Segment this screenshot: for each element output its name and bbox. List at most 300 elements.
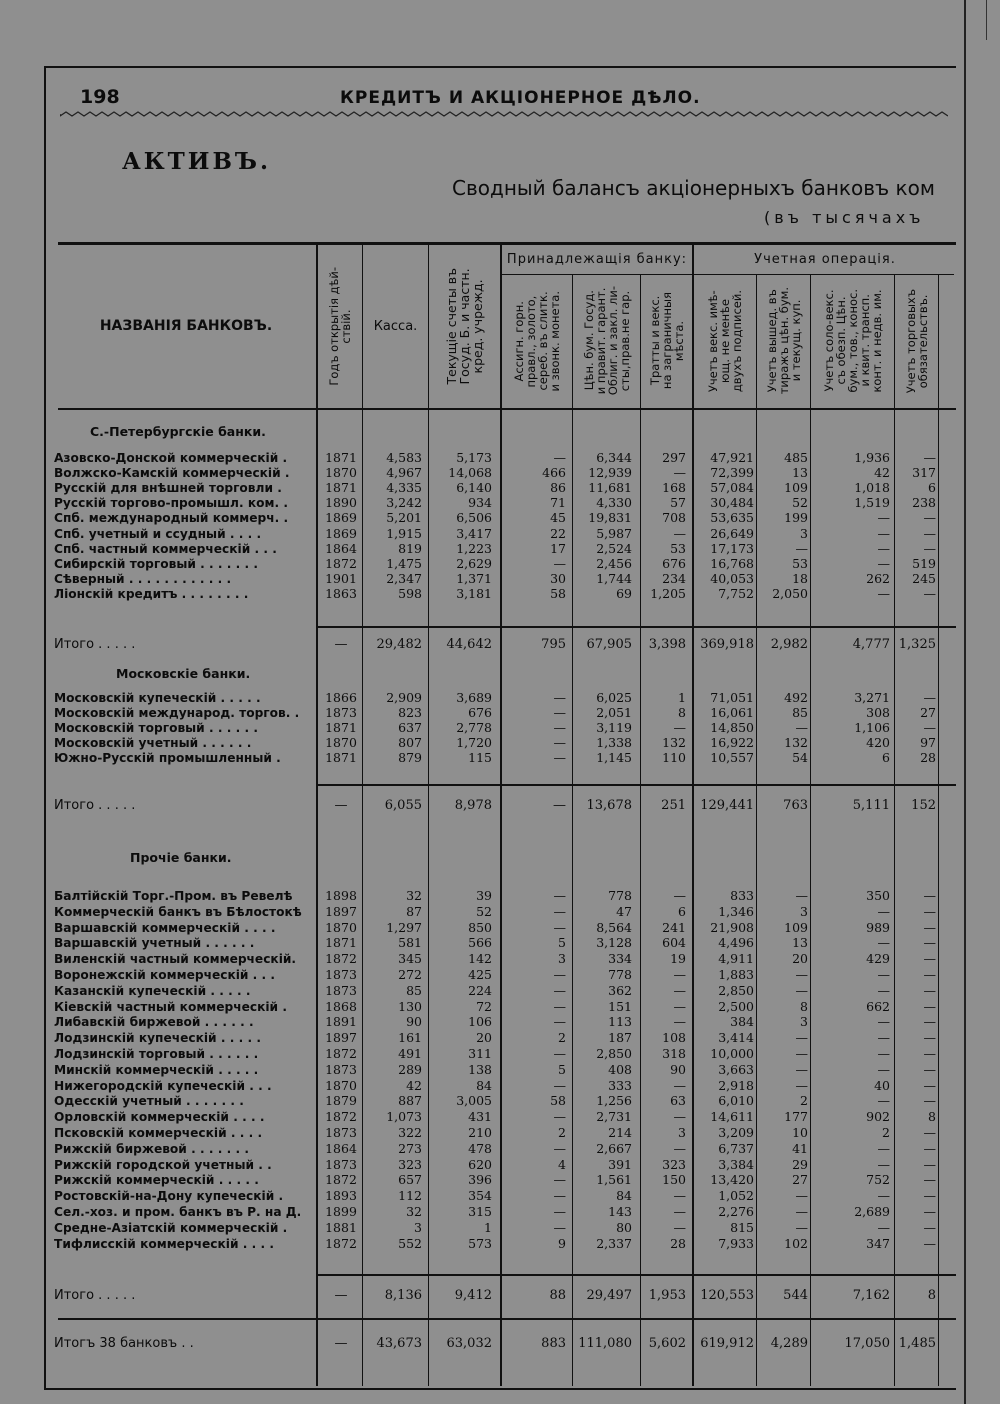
kassa-cell: 32 bbox=[406, 888, 422, 903]
kassa-cell: 2,347 bbox=[386, 570, 422, 586]
bill-discount-cell: 6,737 bbox=[718, 1140, 754, 1156]
section-heading-spb: С.-Петербургскіе банки. bbox=[90, 424, 266, 439]
drawn-securities-cell: — bbox=[795, 1204, 808, 1219]
tratty-cell: 53 bbox=[670, 540, 686, 556]
current-accounts-cell: 106 bbox=[468, 1014, 492, 1030]
securities-cell: 113 bbox=[608, 1014, 632, 1030]
tratty-cell: 28 bbox=[670, 1235, 686, 1251]
bank-name-cell: Средне-Азіатскій коммерческій . bbox=[54, 1220, 288, 1235]
kassa-cell: 819 bbox=[398, 540, 422, 556]
year-cell: 1873 bbox=[325, 982, 357, 998]
column-header-tratty-text: Тратты и векс. на заграничныя мѣста. bbox=[647, 292, 686, 390]
year-cell: 1881 bbox=[325, 1219, 357, 1235]
drawn-securities-cell: 109 bbox=[784, 919, 808, 935]
drawn-securities-cell: 41 bbox=[792, 1140, 808, 1156]
trade-obligations-cell: — bbox=[923, 450, 936, 465]
drawn-securities-cell: — bbox=[795, 1046, 808, 1061]
securities-cell: 2,337 bbox=[596, 1235, 632, 1251]
column-header-assign-text: Ассигн. горн. правл., золото, сереб. въ слитк. и звонк. монета. bbox=[512, 290, 562, 392]
solo-bills-cell: — bbox=[877, 1156, 890, 1172]
drawn-securities-cell: — bbox=[795, 1188, 808, 1204]
tratty-cell: — bbox=[673, 720, 686, 736]
tratty-cell: — bbox=[673, 1188, 686, 1204]
trade-obligations-cell: — bbox=[923, 690, 936, 705]
securities-cell: 187 bbox=[608, 1030, 632, 1046]
securities-cell: 67,905 bbox=[586, 637, 632, 652]
bill-discount-cell: 71,051 bbox=[710, 690, 754, 705]
kassa-cell: 130 bbox=[398, 998, 422, 1014]
securities-cell: 2,731 bbox=[596, 1109, 632, 1125]
trade-obligations-cell: — bbox=[923, 935, 936, 951]
bank-name-cell: Сѣверный . . . . . . . . . . . . bbox=[54, 571, 232, 586]
tratty-cell: 19 bbox=[670, 951, 686, 967]
tratty-cell: 318 bbox=[662, 1046, 686, 1061]
kassa-cell: 1,073 bbox=[386, 1109, 422, 1125]
trade-obligations-cell: — bbox=[923, 982, 936, 998]
bank-name-cell: Итого . . . . . bbox=[54, 798, 136, 813]
securities-cell: 3,128 bbox=[596, 935, 632, 951]
year-cell: 1879 bbox=[325, 1093, 357, 1109]
trade-obligations-cell: — bbox=[923, 967, 936, 982]
trade-obligations-cell: — bbox=[923, 1204, 936, 1219]
bank-name-cell: Итого . . . . . bbox=[54, 637, 136, 652]
current-accounts-cell: 1,371 bbox=[456, 570, 492, 586]
bank-name-cell: Варшавскій учетный . . . . . . bbox=[54, 936, 255, 951]
tratty-cell: 234 bbox=[662, 570, 686, 586]
trade-obligations-cell: — bbox=[923, 1030, 936, 1046]
assign-gold-cell: 466 bbox=[542, 465, 566, 481]
kassa-cell: 6,055 bbox=[384, 798, 422, 813]
bank-name-cell: Рижскій городской учетный . . bbox=[54, 1157, 272, 1172]
trade-obligations-cell: 28 bbox=[920, 750, 936, 766]
securities-cell: 8,564 bbox=[596, 919, 632, 935]
year-cell: 1866 bbox=[325, 690, 357, 705]
bill-discount-cell: 2,850 bbox=[718, 982, 754, 998]
solo-bills-cell: 347 bbox=[866, 1235, 890, 1251]
column-header-kassa-text: Касса. bbox=[373, 318, 418, 334]
kassa-cell: 272 bbox=[398, 967, 422, 982]
year-cell: 1870 bbox=[325, 1077, 357, 1093]
assign-gold-cell: — bbox=[553, 888, 566, 903]
current-accounts-cell: 620 bbox=[468, 1156, 492, 1172]
year-cell: 1868 bbox=[325, 998, 357, 1014]
current-accounts-cell: 3,181 bbox=[456, 585, 492, 601]
solo-bills-cell: — bbox=[877, 1014, 890, 1030]
kassa-cell: 4,967 bbox=[386, 465, 422, 481]
assign-gold-cell: 88 bbox=[549, 1288, 566, 1303]
bill-discount-cell: 2,918 bbox=[718, 1077, 754, 1093]
year-cell: — bbox=[334, 637, 348, 652]
year-cell: 1871 bbox=[325, 935, 357, 951]
drawn-securities-cell: 102 bbox=[784, 1235, 808, 1251]
trade-obligations-cell: — bbox=[923, 1219, 936, 1235]
bank-name-cell: Орловскій коммерческій . . . . bbox=[54, 1110, 265, 1125]
securities-cell: 19,831 bbox=[588, 510, 632, 526]
assign-gold-cell: 9 bbox=[558, 1235, 566, 1251]
solo-bills-cell: 17,050 bbox=[844, 1336, 890, 1351]
kassa-cell: 29,482 bbox=[376, 637, 422, 652]
tratty-cell: 323 bbox=[662, 1156, 686, 1172]
kassa-cell: 3 bbox=[414, 1219, 422, 1235]
bill-discount-cell: 3,384 bbox=[718, 1156, 754, 1172]
kassa-cell: 2,909 bbox=[386, 690, 422, 705]
tratty-cell: — bbox=[673, 1140, 686, 1156]
solo-bills-cell: 1,519 bbox=[854, 495, 890, 511]
drawn-securities-cell: 485 bbox=[784, 450, 808, 465]
bill-discount-cell: 14,611 bbox=[710, 1109, 754, 1125]
trade-obligations-cell: — bbox=[923, 1140, 936, 1156]
kassa-cell: 823 bbox=[398, 705, 422, 721]
bill-discount-cell: 6,010 bbox=[718, 1093, 754, 1109]
bill-discount-cell: 21,908 bbox=[710, 919, 754, 935]
bill-discount-cell: 1,052 bbox=[718, 1188, 754, 1204]
drawn-securities-cell: 29 bbox=[792, 1156, 808, 1172]
drawn-securities-cell: — bbox=[795, 982, 808, 998]
solo-bills-cell: 40 bbox=[874, 1077, 890, 1093]
column-header-year-text: Годъ открытія дѣй- ствій. bbox=[327, 266, 353, 386]
bank-name-cell: Сел.-хоз. и пром. банкъ въ Р. на Д. bbox=[54, 1205, 302, 1219]
assign-gold-cell: 883 bbox=[541, 1336, 566, 1351]
drawn-securities-cell: 109 bbox=[784, 480, 808, 496]
drawn-securities-cell: 2,982 bbox=[770, 637, 808, 652]
bill-discount-cell: 815 bbox=[730, 1219, 754, 1235]
drawn-securities-cell: — bbox=[795, 1061, 808, 1077]
kassa-cell: 85 bbox=[406, 982, 422, 998]
drawn-securities-cell: 53 bbox=[792, 555, 808, 571]
year-cell: 1872 bbox=[325, 1109, 357, 1125]
drawn-securities-cell: — bbox=[795, 720, 808, 736]
tratty-cell: 241 bbox=[662, 919, 686, 935]
assign-gold-cell: 30 bbox=[550, 570, 566, 586]
bank-name-cell: Лодзинскій купеческій . . . . . bbox=[54, 1031, 261, 1046]
assign-gold-cell: 86 bbox=[550, 480, 566, 496]
kassa-cell: 345 bbox=[398, 951, 422, 967]
trade-obligations-cell: — bbox=[923, 1077, 936, 1093]
bank-name-cell: Казанскій купеческій . . . . . bbox=[54, 983, 251, 998]
tratty-cell: — bbox=[673, 967, 686, 982]
bank-name-cell: Южно-Русскій промышленный . bbox=[54, 751, 281, 766]
current-accounts-cell: 138 bbox=[468, 1061, 492, 1077]
current-accounts-cell: 44,642 bbox=[446, 637, 492, 652]
year-cell: 1872 bbox=[325, 1172, 357, 1188]
assign-gold-cell: — bbox=[553, 967, 566, 982]
solo-bills-cell: 2,689 bbox=[854, 1204, 890, 1219]
drawn-securities-cell: 132 bbox=[784, 735, 808, 751]
current-accounts-cell: 566 bbox=[468, 935, 492, 951]
kassa-cell: 289 bbox=[398, 1061, 422, 1077]
solo-bills-cell: 1,936 bbox=[854, 450, 890, 465]
assign-gold-cell: — bbox=[553, 450, 566, 465]
tratty-cell: — bbox=[673, 982, 686, 998]
kassa-cell: 87 bbox=[406, 903, 422, 919]
bank-name-cell: Спб. учетный и ссудный . . . . bbox=[54, 526, 262, 541]
drawn-securities-cell: — bbox=[795, 888, 808, 903]
securities-cell: 1,561 bbox=[596, 1172, 632, 1188]
tratty-cell: 251 bbox=[661, 798, 686, 813]
kassa-cell: 4,583 bbox=[386, 450, 422, 465]
trade-obligations-cell: 97 bbox=[920, 735, 936, 751]
bank-name-cell: Одесскій учетный . . . . . . . bbox=[54, 1094, 244, 1109]
assign-gold-cell: — bbox=[553, 1219, 566, 1235]
tratty-cell: 8 bbox=[678, 705, 686, 721]
column-header-securities-text: Цѣн. бум. Госуд. и правит. гарант. Облиг. и закл. ли- сты,прав.не гар. bbox=[581, 286, 632, 396]
assign-gold-cell: — bbox=[553, 1140, 566, 1156]
trade-obligations-cell: 245 bbox=[912, 570, 936, 586]
trade-obligations-cell: 27 bbox=[920, 705, 936, 721]
year-cell: 1864 bbox=[325, 1140, 357, 1156]
tratty-cell: — bbox=[673, 465, 686, 481]
assign-gold-cell: — bbox=[553, 1204, 566, 1219]
solo-bills-cell: 1,106 bbox=[854, 720, 890, 736]
assign-gold-cell: — bbox=[553, 1046, 566, 1061]
kassa-cell: 5,201 bbox=[386, 510, 422, 526]
current-accounts-cell: 210 bbox=[468, 1125, 492, 1140]
year-cell: 1871 bbox=[325, 720, 357, 736]
tratty-cell: 108 bbox=[662, 1030, 686, 1046]
kassa-cell: 1,297 bbox=[386, 919, 422, 935]
current-accounts-cell: 72 bbox=[476, 998, 492, 1014]
current-accounts-cell: 2,778 bbox=[456, 720, 492, 736]
solo-bills-cell: — bbox=[877, 903, 890, 919]
trade-obligations-cell: — bbox=[923, 1046, 936, 1061]
assign-gold-cell: — bbox=[553, 720, 566, 736]
current-accounts-cell: 396 bbox=[468, 1172, 492, 1188]
securities-cell: 29,497 bbox=[586, 1288, 632, 1303]
drawn-securities-cell: — bbox=[795, 1219, 808, 1235]
bill-discount-cell: 369,918 bbox=[700, 637, 754, 652]
bank-name-cell: Виленскій частный коммерческій. bbox=[54, 952, 297, 967]
bill-discount-cell: 3,414 bbox=[718, 1030, 754, 1046]
drawn-securities-cell: 2,050 bbox=[772, 585, 808, 601]
solo-bills-cell: 350 bbox=[866, 888, 890, 903]
tratty-cell: 168 bbox=[662, 480, 686, 496]
section-title: АКТИВЪ. bbox=[122, 148, 271, 175]
securities-cell: 6,344 bbox=[596, 450, 632, 465]
bill-discount-cell: 14,850 bbox=[710, 720, 754, 736]
trade-obligations-cell: 1,325 bbox=[898, 637, 936, 652]
solo-bills-cell: 5,111 bbox=[852, 798, 890, 813]
bank-name-cell: Тифлисскій коммерческій . . . . bbox=[54, 1236, 274, 1251]
bill-discount-cell: 16,061 bbox=[710, 705, 754, 721]
year-cell: 1863 bbox=[325, 585, 357, 601]
trade-obligations-cell: — bbox=[923, 1156, 936, 1172]
securities-cell: 1,256 bbox=[596, 1093, 632, 1109]
wavy-rule bbox=[60, 108, 948, 120]
year-cell: 1890 bbox=[325, 495, 357, 511]
assign-gold-cell: 3 bbox=[558, 951, 566, 967]
group-header-discount: Учетная операція. bbox=[754, 252, 896, 267]
column-header-veks-text: Учетъ векс. имѣ- ющ. не менѣе двухъ подписей. bbox=[706, 289, 744, 393]
securities-cell: 12,939 bbox=[588, 465, 632, 481]
year-cell: 1893 bbox=[325, 1188, 357, 1204]
bank-name-cell: Сибирскій торговый . . . . . . . bbox=[54, 556, 258, 571]
kassa-cell: 1,475 bbox=[386, 555, 422, 571]
bank-name-cell: Спб. международный коммерч. . bbox=[54, 511, 289, 526]
trade-obligations-cell: — bbox=[923, 585, 936, 601]
tratty-cell: — bbox=[673, 1109, 686, 1125]
securities-cell: 1,744 bbox=[596, 570, 632, 586]
current-accounts-cell: 1,720 bbox=[456, 735, 492, 751]
kassa-cell: 161 bbox=[398, 1030, 422, 1046]
section-heading-moscow: Московскіе банки. bbox=[116, 666, 251, 681]
year-cell: 1899 bbox=[325, 1204, 357, 1219]
kassa-cell: 273 bbox=[398, 1140, 422, 1156]
bill-discount-cell: 3,209 bbox=[718, 1125, 754, 1140]
drawn-securities-cell: 763 bbox=[783, 798, 808, 813]
tratty-cell: 1 bbox=[678, 690, 686, 705]
kassa-cell: 3,242 bbox=[386, 495, 422, 511]
current-accounts-cell: 573 bbox=[468, 1235, 492, 1251]
securities-cell: 2,850 bbox=[596, 1046, 632, 1061]
securities-cell: 13,678 bbox=[586, 798, 632, 813]
securities-cell: 333 bbox=[608, 1077, 632, 1093]
assign-gold-cell: 58 bbox=[550, 585, 566, 601]
assign-gold-cell: — bbox=[553, 903, 566, 919]
drawn-securities-cell: 4,289 bbox=[770, 1336, 808, 1351]
trade-obligations-cell: — bbox=[923, 525, 936, 541]
current-accounts-cell: 315 bbox=[468, 1204, 492, 1219]
assign-gold-cell: — bbox=[553, 750, 566, 766]
assign-gold-cell: — bbox=[553, 919, 566, 935]
kassa-cell: 637 bbox=[398, 720, 422, 736]
bank-name-cell: Рижскій коммерческій . . . . . bbox=[54, 1173, 259, 1188]
assign-gold-cell: — bbox=[553, 1172, 566, 1188]
bank-name-cell: Коммерческій банкъ въ Бѣлостокѣ bbox=[54, 904, 302, 919]
current-accounts-cell: 20 bbox=[476, 1030, 492, 1046]
assign-gold-cell: 17 bbox=[550, 540, 566, 556]
bill-discount-cell: 3,663 bbox=[718, 1061, 754, 1077]
trade-obligations-cell: — bbox=[923, 1235, 936, 1251]
solo-bills-cell: 308 bbox=[866, 705, 890, 721]
table-unit: (въ тысячахъ bbox=[764, 208, 925, 227]
securities-cell: 111,080 bbox=[578, 1336, 632, 1351]
tratty-cell: 5,602 bbox=[648, 1336, 686, 1351]
column-header-name: НАЗВАНІЯ БАНКОВЪ. bbox=[99, 318, 273, 334]
securities-cell: 2,051 bbox=[596, 705, 632, 721]
securities-cell: 6,025 bbox=[596, 690, 632, 705]
drawn-securities-cell: 20 bbox=[792, 951, 808, 967]
page-frame bbox=[44, 66, 956, 1390]
securities-cell: 778 bbox=[608, 967, 632, 982]
drawn-securities-cell: 492 bbox=[784, 690, 808, 705]
column-header-trade-text: Учетъ торговыхъ обязательствъ. bbox=[903, 288, 930, 394]
tratty-cell: 676 bbox=[662, 555, 686, 571]
assign-gold-cell: — bbox=[553, 735, 566, 751]
current-accounts-cell: 39 bbox=[476, 888, 492, 903]
bank-name-cell: Варшавскій коммерческій . . . . bbox=[54, 920, 276, 935]
solo-bills-cell: 989 bbox=[866, 919, 890, 935]
year-cell: 1872 bbox=[325, 1235, 357, 1251]
current-accounts-cell: 6,506 bbox=[456, 510, 492, 526]
bank-name-cell: Спб. частный коммерческій . . . bbox=[54, 541, 277, 556]
kassa-cell: 581 bbox=[398, 935, 422, 951]
trade-obligations-cell: — bbox=[923, 510, 936, 526]
year-cell: 1897 bbox=[325, 1030, 357, 1046]
securities-cell: 47 bbox=[616, 903, 632, 919]
kassa-cell: 42 bbox=[406, 1077, 422, 1093]
bank-name-cell: Воронежскій коммерческій . . . bbox=[54, 968, 276, 982]
bank-name-cell: Либавскій биржевой . . . . . . bbox=[54, 1015, 254, 1030]
bill-discount-cell: 13,420 bbox=[710, 1172, 754, 1188]
securities-cell: 334 bbox=[608, 951, 632, 967]
bank-name-cell: Рижскій биржевой . . . . . . . bbox=[54, 1141, 249, 1156]
bank-name-cell: Ростовскій-на-Дону купеческій . bbox=[54, 1189, 284, 1204]
assign-gold-cell: — bbox=[553, 998, 566, 1014]
bill-discount-cell: 16,922 bbox=[710, 735, 754, 751]
solo-bills-cell: 2 bbox=[882, 1125, 890, 1140]
current-accounts-cell: 52 bbox=[476, 903, 492, 919]
bill-discount-cell: 2,276 bbox=[718, 1204, 754, 1219]
bill-discount-cell: 1,346 bbox=[718, 903, 754, 919]
bill-discount-cell: 1,883 bbox=[718, 967, 754, 982]
securities-cell: 143 bbox=[608, 1204, 632, 1219]
year-cell: 1869 bbox=[325, 510, 357, 526]
drawn-securities-cell: 18 bbox=[792, 570, 808, 586]
assign-gold-cell: — bbox=[553, 555, 566, 571]
bill-discount-cell: 833 bbox=[730, 888, 754, 903]
page-edge-rule bbox=[964, 0, 966, 1404]
solo-bills-cell: 7,162 bbox=[852, 1288, 890, 1303]
solo-bills-cell: 3,271 bbox=[854, 690, 890, 705]
securities-cell: 362 bbox=[608, 982, 632, 998]
solo-bills-cell: — bbox=[877, 1188, 890, 1204]
securities-cell: 778 bbox=[608, 888, 632, 903]
kassa-cell: 657 bbox=[398, 1172, 422, 1188]
bank-name-cell: Псковскій коммерческій . . . . bbox=[54, 1126, 263, 1140]
securities-cell: 5,987 bbox=[596, 525, 632, 541]
year-cell: 1872 bbox=[325, 1046, 357, 1061]
tratty-cell: 3,398 bbox=[648, 637, 686, 652]
current-accounts-cell: 2,629 bbox=[456, 555, 492, 571]
current-accounts-cell: 5,173 bbox=[456, 450, 492, 465]
assign-gold-cell: 795 bbox=[541, 637, 566, 652]
tratty-cell: 297 bbox=[662, 450, 686, 465]
assign-gold-cell: — bbox=[553, 1109, 566, 1125]
bill-discount-cell: 2,500 bbox=[718, 998, 754, 1014]
bank-name-cell: Азовско-Донской коммерческій . bbox=[54, 451, 288, 465]
year-cell: 1871 bbox=[325, 480, 357, 496]
tratty-cell: — bbox=[673, 525, 686, 541]
bill-discount-cell: 26,649 bbox=[710, 525, 754, 541]
drawn-securities-cell: — bbox=[795, 540, 808, 556]
bill-discount-cell: 40,053 bbox=[710, 570, 754, 586]
securities-cell: 1,145 bbox=[596, 750, 632, 766]
page-edge-tick bbox=[986, 0, 987, 40]
year-cell: 1864 bbox=[325, 540, 357, 556]
solo-bills-cell: — bbox=[877, 525, 890, 541]
current-accounts-cell: 142 bbox=[468, 951, 492, 967]
securities-cell: 151 bbox=[608, 998, 632, 1014]
bank-name-cell: Ліонскій кредитъ . . . . . . . . bbox=[54, 586, 249, 601]
current-accounts-cell: 676 bbox=[468, 705, 492, 721]
tratty-cell: 132 bbox=[662, 735, 686, 751]
trade-obligations-cell: 6 bbox=[928, 480, 936, 496]
assign-gold-cell: — bbox=[553, 798, 566, 813]
trade-obligations-cell: 1,485 bbox=[898, 1336, 936, 1351]
current-accounts-cell: 14,068 bbox=[448, 465, 492, 481]
drawn-securities-cell: 52 bbox=[792, 495, 808, 511]
securities-cell: 80 bbox=[616, 1219, 632, 1235]
solo-bills-cell: — bbox=[877, 935, 890, 951]
year-cell: 1872 bbox=[325, 555, 357, 571]
bank-name-cell: Балтійскій Торг.-Пром. въ Ревелѣ bbox=[54, 889, 293, 903]
drawn-securities-cell: 177 bbox=[784, 1109, 808, 1125]
current-accounts-cell: 3,417 bbox=[456, 525, 492, 541]
bank-name-cell: Московскій учетный . . . . . . bbox=[54, 736, 252, 751]
bill-discount-cell: 384 bbox=[730, 1014, 754, 1030]
securities-cell: 69 bbox=[616, 585, 632, 601]
year-cell: 1870 bbox=[325, 465, 357, 481]
